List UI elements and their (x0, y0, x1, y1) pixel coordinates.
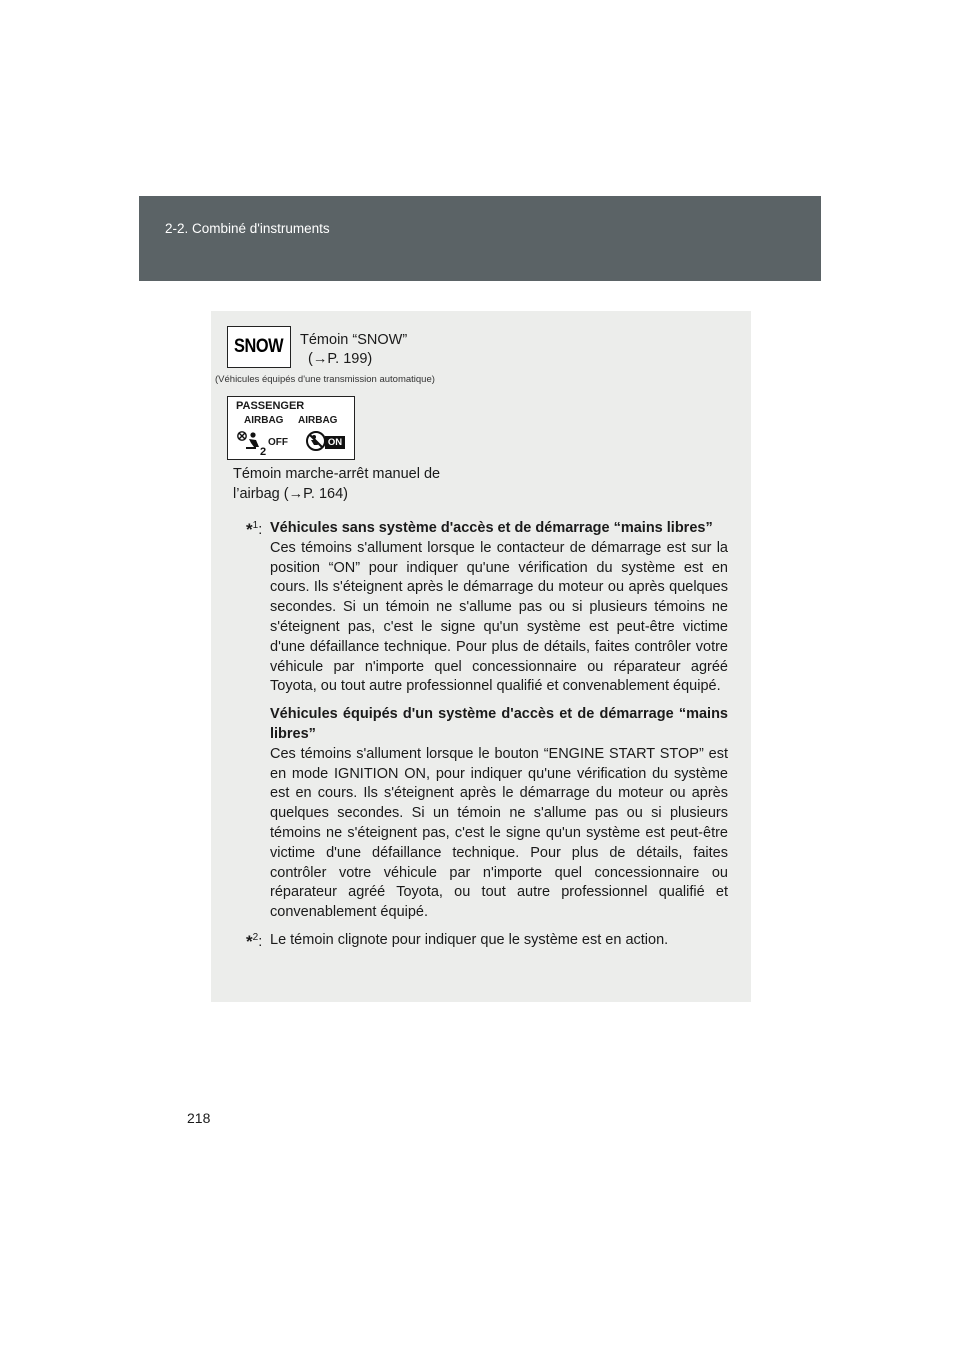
footnote-1 (246, 519, 728, 923)
section-header-band (139, 196, 821, 281)
airbag-label-line2: l’airbag (→P. 164) (233, 486, 348, 502)
footnote-1-marker: *$^1$: (246, 520, 263, 539)
indicator-panel (211, 311, 751, 1002)
airbag-label-line1: Témoin marche-arrêt manuel de (233, 466, 441, 482)
on-label: ON (325, 436, 345, 449)
airbag-off-person-icon (236, 430, 268, 456)
airbag-indicator-label (233, 464, 493, 504)
off-label: OFF (268, 437, 288, 448)
snow-badge-text: SNOW (234, 336, 284, 357)
snow-indicator-note: (Véhicules équipés d'une transmission automatique) (215, 374, 435, 385)
airbag-on-text: AIRBAG (298, 415, 338, 426)
footnote-1-heading-1: Véhicules sans système d'accès et de démarrage “mains libres” (270, 520, 713, 536)
footnotes (246, 519, 728, 954)
footnote-1-text-2: Ces témoins s'allument lorsque le bouton “ENGINE START STOP” est en mode IGNITION ON, pour indiquer qu'une vérification du système est en cours. Ils s'éteignent après le démarrage du moteur ou après quelques secondes. Si un témoin ne s'allume pas ou si plusieurs témoins ne s'éteignent pas, c'est le signe qu'un système est peut-être victime d'une défaillance technique. Pour plus de détails, faites contrôler votre véhicule par n'importe quel concessionnaire ou réparateur agréé Toyota, ou tout autre professionnel qualifié et convenablement équipé. (270, 745, 728, 921)
footnote-2 (246, 931, 728, 954)
seat-number: 2 (260, 446, 267, 456)
snow-indicator-label: Témoin “SNOW” (300, 332, 408, 348)
passenger-text: PASSENGER (236, 400, 305, 412)
footnote-2-marker: *$^2$: (246, 931, 263, 951)
page-number: 218 (187, 1110, 211, 1126)
footnote-1-text-1: Ces témoins s'allument lorsque le contacteur de démarrage est sur la position “ON” pour indiquer qu'une vérification du système est en cours. Ils s'éteignent après le démarrage du moteur ou après quelques secondes. Si un témoin ne s'allume pas ou si plusieurs témoins ne s'éteignent pas, c'est le signe qu'un système est peut-être victime d'une défaillance technique. Pour plus de détails, faites contrôler votre véhicule par n'importe quel concessionnaire ou réparateur agréé Toyota, ou tout autre professionnel qualifié et convenablement équipé. (270, 539, 728, 695)
footnote-2-text: Le témoin clignote pour indiquer que le système est en action. (270, 931, 669, 948)
section-title: 2-2. Combiné d'instruments (165, 221, 330, 236)
snow-indicator-reference: (→P. 199) (308, 351, 373, 367)
snow-indicator-icon (227, 326, 291, 368)
airbag-on-prohibited-icon (305, 430, 327, 452)
footnote-1-heading-2: Véhicules équipés d'un système d'accès et de démarrage “mains libres” (270, 706, 728, 742)
passenger-airbag-indicator-icon (227, 396, 355, 460)
airbag-off-text: AIRBAG (244, 415, 284, 426)
